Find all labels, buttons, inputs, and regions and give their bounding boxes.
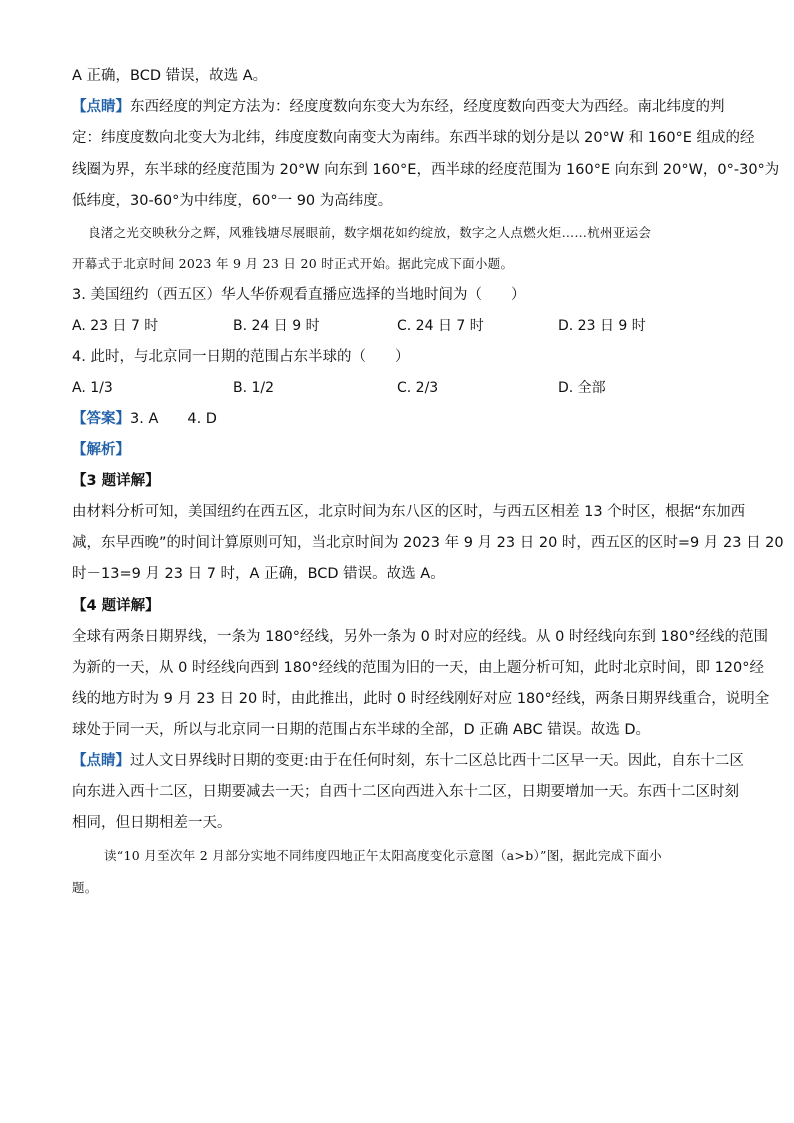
question-3: 3. 美国纽约（西五区）华人华侨观看直播应选择的当地时间为（ ）: [72, 287, 526, 303]
text-line: 全球有两条日期界线，一条为 180°经线，另外一条为 0 时对应的经线。从 0 时经线向东到 180°经线的范围: [72, 629, 768, 645]
text-line: 定：纬度度数向北变大为北纬，纬度度数向南变大为南纬。东西半球的划分是以 20°W 和 160°E 组成的经: [72, 130, 755, 146]
answer-line: [72, 409, 724, 429]
answer-tag: 【答案】: [72, 411, 130, 427]
material-line: 读“10 月至次年 2 月部分实地不同纬度四地正午太阳高度变化示意图（a>b）”图，据此完成下面小: [104, 848, 662, 863]
option-3c: C. 24 日 7 时: [397, 318, 484, 334]
answer-text: 3. A 4. D: [130, 411, 217, 427]
text-line: 过人文日界线时日期的变更:由于在任何时刻，东十二区总比西十二区早一天。因此，自东十二区: [130, 753, 744, 769]
text-line: A 正确，BCD 错误，故选 A。: [72, 68, 268, 84]
key-point-tag: 【点睛】: [72, 753, 130, 769]
question-4: 4. 此时，与北京同一日期的范围占东半球的（ ）: [72, 349, 410, 365]
material-line: 题。: [72, 880, 98, 895]
option-4d: D. 全部: [558, 380, 606, 396]
option-3a: A. 23 日 7 时: [72, 318, 159, 334]
analysis-tag: 【解析】: [72, 442, 130, 458]
text-line: 为新的一天，从 0 时经线向西到 180°经线的范围为旧的一天，由上题分析可知，此时北京时间，即 120°经: [72, 660, 765, 676]
text-line: 相同，但日期相差一天。: [72, 815, 232, 831]
text-line: 线的地方时为 9 月 23 日 20 时，由此推出，此时 0 时经线刚好对应 180°经线，两条日期界线重合，说明全: [72, 691, 770, 707]
text-line: 向东进入西十二区，日期要减去一天；自西十二区向西进入东十二区，日期要增加一天。东西十二区时刻: [72, 784, 739, 800]
option-4b: B. 1/2: [233, 380, 275, 396]
key-point-tag: 【点睛】: [72, 99, 130, 115]
text-line: 低纬度，30-60°为中纬度，60°一 90 为高纬度。: [72, 193, 393, 209]
option-3b: B. 24 日 9 时: [233, 318, 320, 334]
text-line: 线圈为界，东半球的经度范围为 20°W 向东到 160°E，西半球的经度范围为 160°E 向东到 20°W，0°-30°为: [72, 162, 780, 178]
option-3d: D. 23 日 9 时: [558, 318, 646, 334]
q3-detail-heading: 【3 题详解】: [72, 473, 160, 489]
key-point-paragraph-line: [72, 97, 724, 117]
text-line: 由材料分析可知，美国纽约在西五区，北京时间为东八区的区时，与西五区相差 13 个时区，根据“东加西: [72, 504, 746, 520]
key-point-paragraph-line: [72, 751, 744, 771]
text-line: 减，东早西晚”的时间计算原则可知，当北京时间为 2023 年 9 月 23 日 20 时，西五区的区时=9 月 23 日 20: [72, 535, 784, 551]
option-4c: C. 2/3: [397, 380, 439, 396]
option-4a: A. 1/3: [72, 380, 113, 396]
text-line: 东西经度的判定方法为：经度度数向东变大为东经，经度度数向西变大为西经。南北纬度的判: [130, 99, 725, 115]
q4-detail-heading: 【4 题详解】: [72, 598, 160, 614]
text-line: 时－13=9 月 23 日 7 时，A 正确，BCD 错误。故选 A。: [72, 566, 445, 582]
text-line: 球处于同一天，所以与北京同一日期的范围占东半球的全部，D 正确 ABC 错误。故选 D。: [72, 722, 651, 738]
material-line: 开幕式于北京时间 2023 年 9 月 23 日 20 时正式开始。据此完成下面小题。: [72, 256, 514, 271]
material-line: 良渚之光交映秋分之辉，风雅钱塘尽展眼前，数字烟花如约绽放，数字之人点燃火炬……杭州亚运会: [88, 225, 652, 240]
